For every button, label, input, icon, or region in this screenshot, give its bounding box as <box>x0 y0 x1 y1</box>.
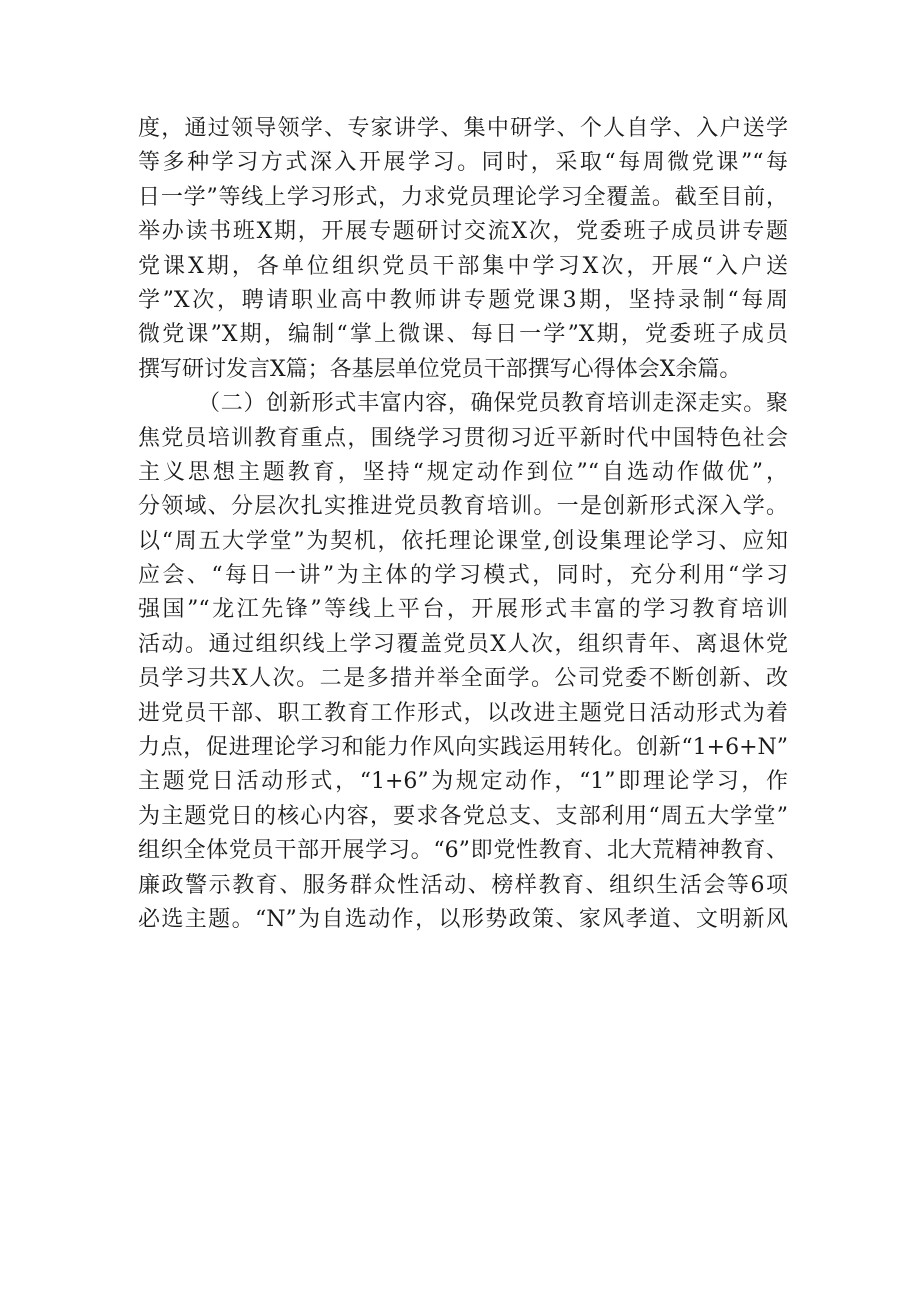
text-line: 员学习共X人次。二是多措并举全面学。公司党委不断创新、改 <box>138 666 788 692</box>
text-line: 微党课”X期，编制“掌上微课、每日一学”X期，党委班子成员 <box>138 322 788 348</box>
text-line: 廉政警示教育、服务群众性活动、榜样教育、组织生活会等6项 <box>138 872 788 898</box>
text-line: 举办读书班X期，开展专题研讨交流X次，党委班子成员讲专题 <box>138 219 788 245</box>
text-line: 进党员干部、职工教育工作形式，以改进主题党日活动形式为着 <box>138 700 788 726</box>
text-line: 焦党员培训教育重点，围绕学习贯彻习近平新时代中国特色社会 <box>138 425 788 451</box>
text-line: 为主题党日的核心内容，要求各党总支、支部利用“周五大学堂” <box>138 803 788 829</box>
text-line: 分领域、分层次扎实推进党员教育培训。一是创新形式深入学。 <box>138 494 788 520</box>
text-line: 必选主题。“N”为自选动作，以形势政策、家风孝道、文明新风 <box>138 906 788 932</box>
text-line: 学”X次，聘请职业高中教师讲专题党课3期，坚持录制“每周 <box>138 287 788 313</box>
text-line: 应会、“每日一讲”为主体的学习模式，同时，充分利用“学习 <box>138 563 788 589</box>
text-line: 日一学”等线上学习形式，力求党员理论学习全覆盖。截至目前， <box>138 184 788 210</box>
section-heading-line: （二）创新形式丰富内容，确保党员教育培训走深走实。聚 <box>198 391 788 417</box>
text-line: 党课X期，各单位组织党员干部集中学习X次，开展“入户送 <box>138 253 788 279</box>
text-line: 组织全体党员干部开展学习。“6”即党性教育、北大荒精神教育、 <box>138 838 788 864</box>
text-line: 等多种学习方式深入开展学习。同时，采取“每周微党课”“每 <box>138 150 788 176</box>
text-line: 撰写研讨发言X篇；各基层单位党员干部撰写心得体会X余篇。 <box>138 356 742 382</box>
text-line: 主题党日活动形式，“1+6”为规定动作，“1”即理论学习，作 <box>138 769 788 795</box>
text-line: 强国”“龙江先锋”等线上平台，开展形式丰富的学习教育培训 <box>138 597 788 623</box>
text-line: 主义思想主题教育，坚持“规定动作到位”“自选动作做优”， <box>138 459 788 485</box>
text-line: 力点，促进理论学习和能力作风向实践运用转化。创新“1+6+N” <box>138 735 788 761</box>
text-line: 以“周五大学堂”为契机，依托理论课堂,创设集理论学习、应知 <box>138 528 788 554</box>
body-text <box>138 112 788 937</box>
text-line: 活动。通过组织线上学习覆盖党员X人次，组织青年、离退休党 <box>138 631 788 657</box>
text-line: 度，通过领导领学、专家讲学、集中研学、个人自学、入户送学 <box>138 116 788 141</box>
